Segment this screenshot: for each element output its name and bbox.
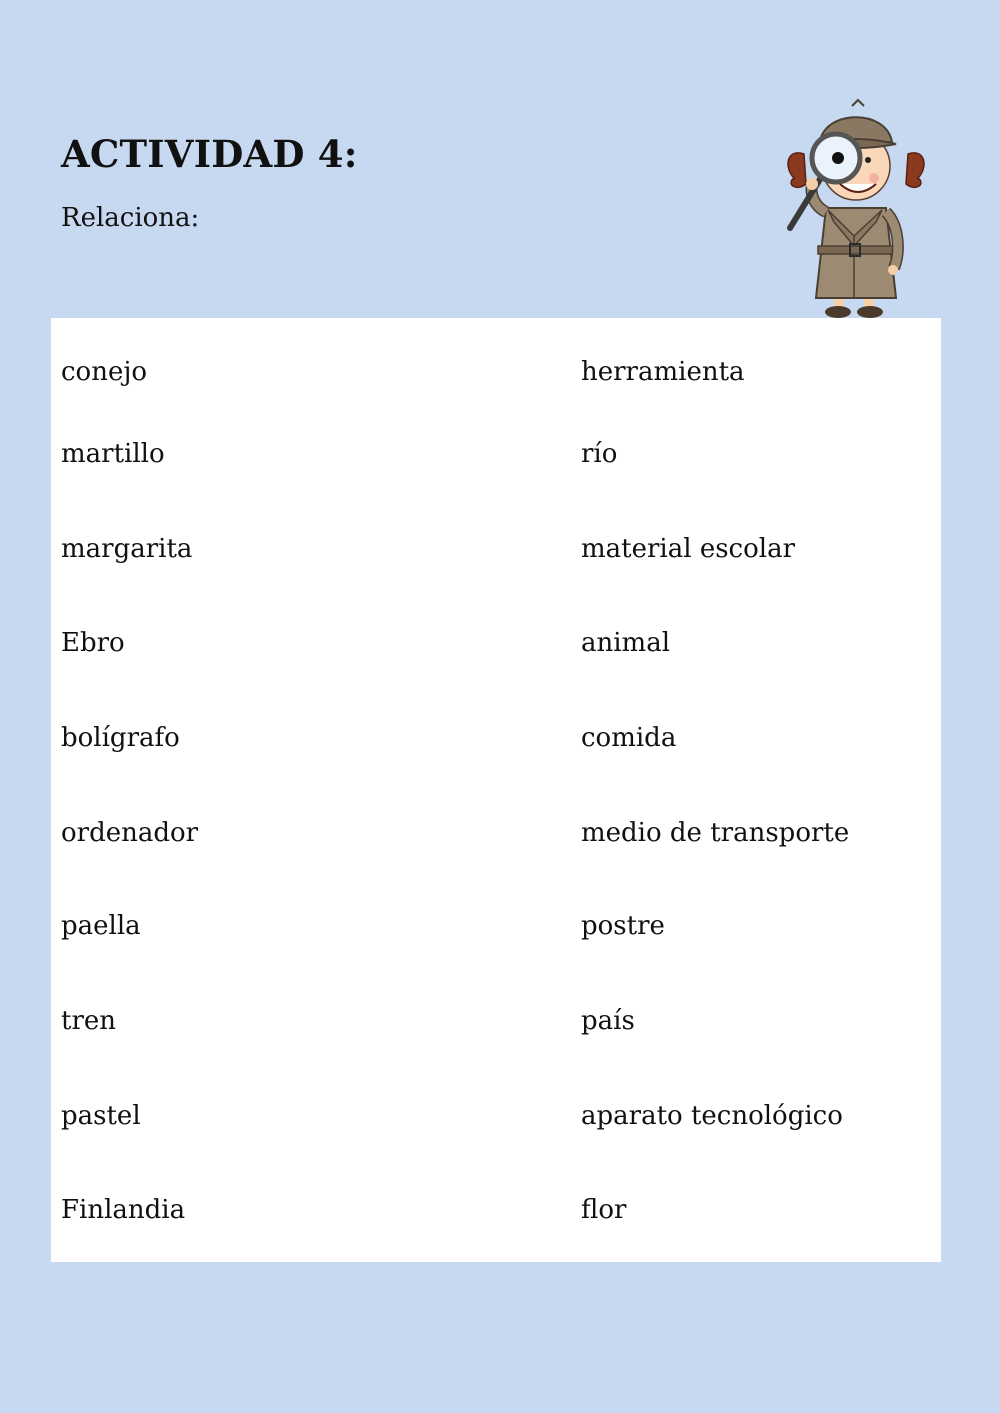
- right-word[interactable]: comida: [581, 723, 677, 753]
- list-item: [51, 623, 941, 663]
- right-word[interactable]: país: [581, 1006, 635, 1036]
- left-word[interactable]: martillo: [61, 439, 165, 469]
- matching-panel: [51, 318, 941, 1262]
- right-word[interactable]: animal: [581, 628, 671, 658]
- left-word[interactable]: margarita: [61, 534, 193, 564]
- list-item: [51, 1190, 941, 1230]
- page-title: ACTIVIDAD 4:: [61, 132, 358, 176]
- right-word[interactable]: medio de transporte: [581, 818, 850, 848]
- list-item: [51, 352, 941, 392]
- right-word[interactable]: río: [581, 439, 618, 469]
- left-word[interactable]: Finlandia: [61, 1195, 186, 1225]
- list-item: [51, 718, 941, 758]
- right-word[interactable]: material escolar: [581, 534, 796, 564]
- right-word[interactable]: herramienta: [581, 357, 745, 387]
- left-word[interactable]: pastel: [61, 1101, 141, 1131]
- detective-girl-with-magnifying-glass-icon: [776, 96, 936, 320]
- left-word[interactable]: Ebro: [61, 628, 125, 658]
- instruction-text: Relaciona:: [61, 203, 200, 233]
- list-item: [51, 529, 941, 569]
- right-word[interactable]: flor: [581, 1195, 627, 1225]
- right-word[interactable]: postre: [581, 911, 665, 941]
- right-word[interactable]: aparato tecnológico: [581, 1101, 843, 1131]
- list-item: [51, 434, 941, 474]
- left-word[interactable]: bolígrafo: [61, 723, 180, 753]
- list-item: [51, 813, 941, 853]
- list-item: [51, 1096, 941, 1136]
- left-word[interactable]: conejo: [61, 357, 148, 387]
- list-item: [51, 1001, 941, 1041]
- left-word[interactable]: tren: [61, 1006, 117, 1036]
- left-word[interactable]: paella: [61, 911, 141, 941]
- list-item: [51, 906, 941, 946]
- left-word[interactable]: ordenador: [61, 818, 199, 848]
